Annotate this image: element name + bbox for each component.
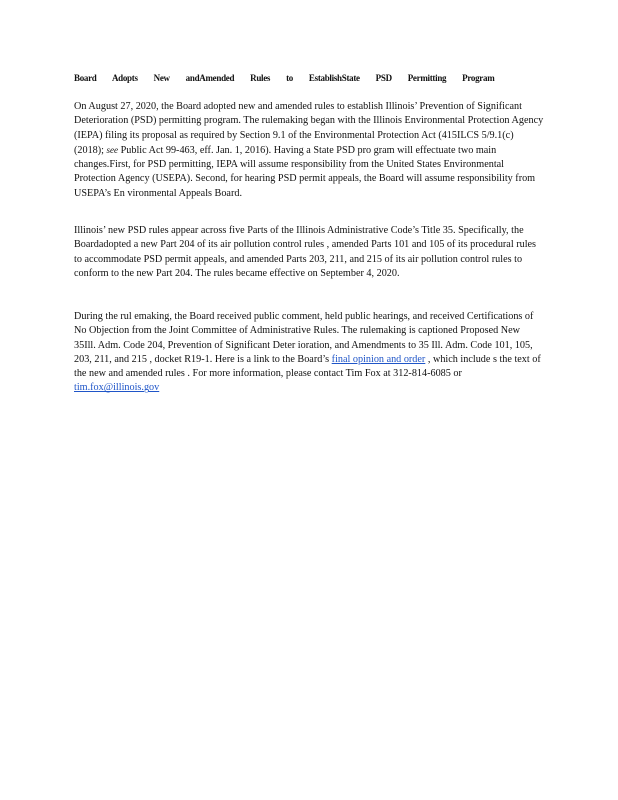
- paragraph-intro-text-b: Public Act 99-463, eff. Jan. 1, 2016). Having a State PSD pro gram will effectuate two main changes.First, for PSD permitting, IEPA will assume responsibility from the United States Environmental Protection Agency (USEPA). Second, for hearing PSD permit appeals, the Board will assume responsibility from USEPA’s En vironmental Appeals Board.: [74, 144, 536, 199]
- see-signal: see: [106, 144, 119, 155]
- paragraph-intro-text-a: On August 27, 2020, the Board adopted new and amended rules to establish Illinois’ Prevention of Significant Deterioration (PSD) permitting program. The rulemaking began with the Illinois Environmental Protection Agency (IEPA) filing its proposal as required by Section 9.1 of the Environmental Protection Act (415ILCS 5/9.1(c) (2018);: [74, 101, 544, 156]
- paragraph-intro: [74, 100, 544, 201]
- final-opinion-link[interactable]: final opinion and order: [331, 353, 426, 365]
- paragraph-rules: Illinois’ new PSD rules appear across five Parts of the Illinois Administrative Code’s Title 35. Specifically, the Boardadopted a new Part 204 of its air pollution control rules , amended Parts 101 and 105 of its procedural rules to accommodate PSD permit appeals, and amended Parts 203, 211, and 215 of its air pollution control rules to conform to the new Part 204. The rules became effective on September 4, 2020.: [74, 225, 537, 279]
- paragraph-rulemaking-text-b: , which include s the text of the new and amended rules . For more information, please contact Tim Fox at 312-814-6085 or: [74, 353, 541, 380]
- document-title: Board Adopts New andAmended Rules to EstablishState PSD Permitting Program: [74, 73, 495, 83]
- contact-email-link[interactable]: tim.fox@illinois.gov: [74, 382, 160, 394]
- paragraph-rulemaking: [74, 310, 544, 396]
- paragraph-rulemaking-text-a: During the rul emaking, the Board received public comment, held public hearings, and received Certifications of No Objection from the Joint Committee of Administrative Rules. The rulemaking is captioned Proposed New 35Ill. Adm. Code 204, Prevention of Significant Deter ioration, and Amendments to 35 Ill. Adm. Code 101, 105, 203, 211, and 215 , docket R19-1. Here is a link to the Board’s: [74, 311, 534, 365]
